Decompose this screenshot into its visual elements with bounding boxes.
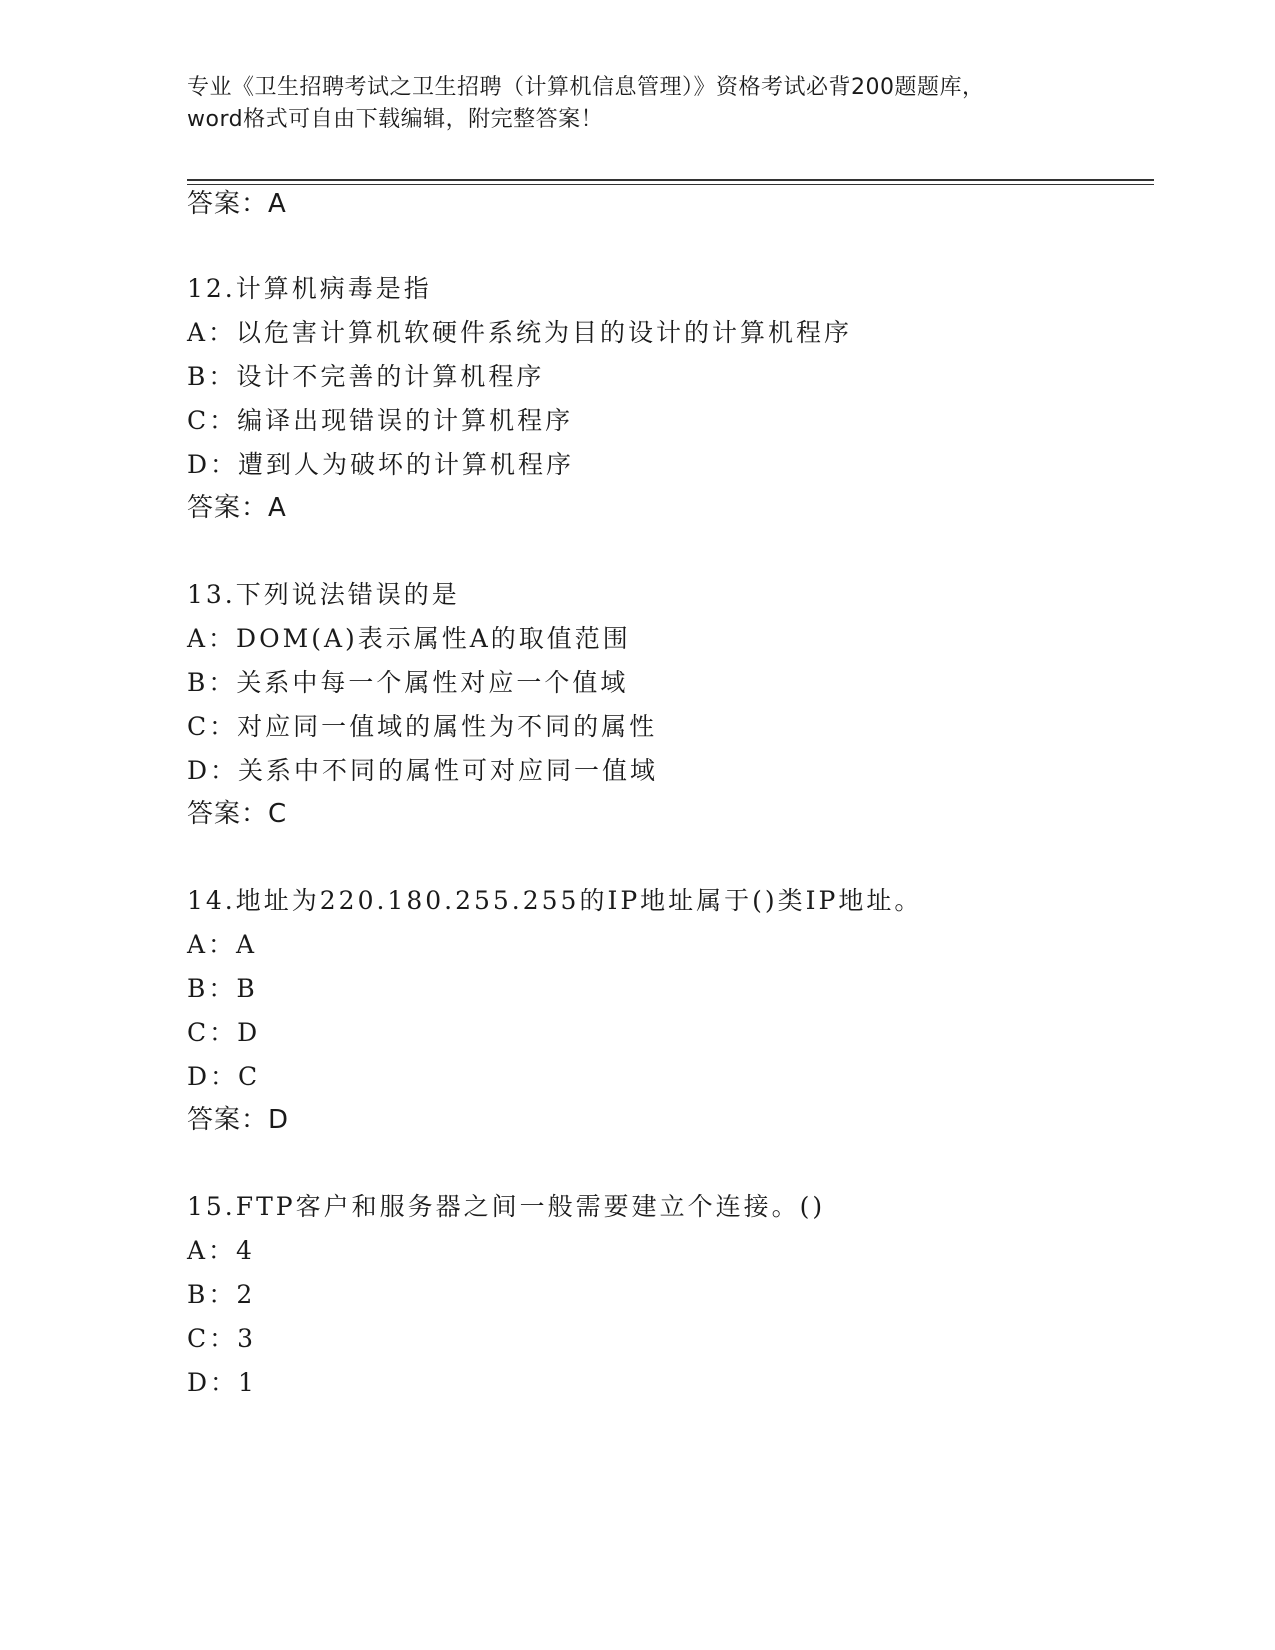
question-title: 14.地址为220.180.255.255的IP地址属于()类IP地址。	[187, 886, 923, 915]
question-option: A：DOM(A)表示属性A的取值范围	[187, 624, 631, 653]
header-divider	[187, 179, 1154, 181]
question-option: C：D	[187, 1018, 261, 1047]
header-line-1: 专业《卫生招聘考试之卫生招聘（计算机信息管理）》资格考试必背200题题库，	[187, 75, 985, 100]
question-option: D：1	[187, 1368, 257, 1397]
header-line-2: word格式可自由下载编辑，附完整答案！	[187, 107, 604, 132]
question-option: A：A	[187, 930, 258, 959]
question-option: B：2	[187, 1280, 256, 1309]
document-header	[187, 72, 1087, 136]
question-option: B：关系中每一个属性对应一个值域	[187, 668, 629, 697]
question-option: D：C	[187, 1062, 261, 1091]
question-option: B：设计不完善的计算机程序	[187, 362, 545, 391]
answer-line: 答案：C	[187, 799, 288, 829]
question-option: D：遭到人为破坏的计算机程序	[187, 450, 575, 479]
question-option: C：对应同一值域的属性为不同的属性	[187, 712, 658, 741]
question-option: A：4	[187, 1236, 255, 1265]
question-option: D：关系中不同的属性可对应同一值域	[187, 756, 659, 785]
header-divider-thin	[187, 184, 1154, 185]
answer-line: 答案：D	[187, 1105, 290, 1135]
question-title: 12.计算机病毒是指	[187, 274, 432, 303]
answer-line: 答案：A	[187, 189, 287, 219]
question-option: C：编译出现错误的计算机程序	[187, 406, 574, 435]
question-option: C：3	[187, 1324, 257, 1353]
answer-line: 答案：A	[187, 493, 287, 523]
question-title: 15.FTP客户和服务器之间一般需要建立个连接。()	[187, 1192, 826, 1221]
question-option: A：以危害计算机软硬件系统为目的设计的计算机程序	[187, 318, 853, 347]
question-title: 13.下列说法错误的是	[187, 580, 460, 609]
question-option: B：B	[187, 974, 258, 1003]
